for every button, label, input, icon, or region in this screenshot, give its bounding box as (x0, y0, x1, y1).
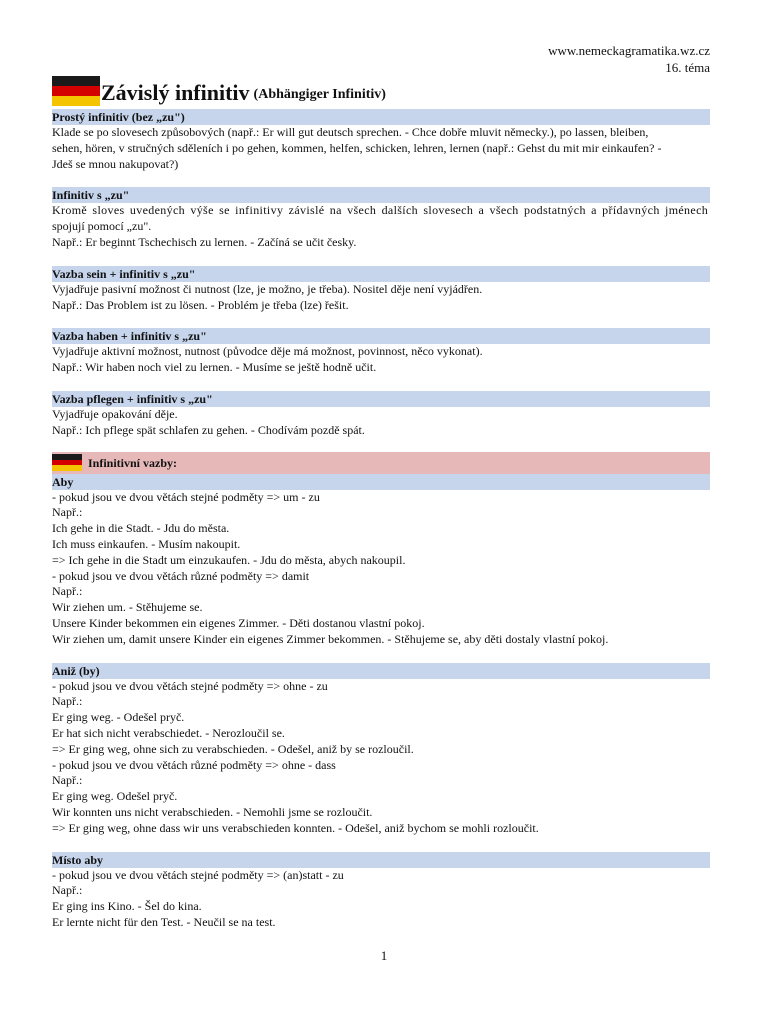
section-heading: Vazba pflegen + infinitiv s „zu" (52, 391, 710, 407)
site-url: www.nemeckagramatika.wz.cz (548, 43, 710, 58)
text-line: Er ging weg. - Odešel pryč. (52, 710, 185, 725)
text-line: Wir konnten uns nicht verabschieden. - Nemohli jsme se rozloučit. (52, 804, 373, 819)
section-heading: Infinitiv s „zu" (52, 187, 710, 203)
text-line: Ich gehe in die Stadt. - Jdu do města. (52, 521, 230, 536)
text-line: spojují pomocí „zu". (52, 219, 152, 234)
section-heading: Vazba sein + infinitiv s „zu" (52, 266, 710, 282)
page-header (548, 42, 710, 76)
text-line: Např.: Er beginnt Tschechisch zu lernen. - Začíná se učit česky. (52, 234, 357, 249)
text-line: Kromě sloves uvedených výše se infinitivy závislé na všech dalších slovesech a všech podstatných a přídavných jménech (52, 203, 709, 218)
text-line: Např.: (52, 505, 83, 520)
section-heading-infinitive-clauses (52, 452, 710, 474)
text-line: Např.: Das Problem ist zu lösen. - Problém je třeba (lze) řešit. (52, 297, 349, 312)
text-line: Unsere Kinder bekommen ein eigenes Zimmer. - Děti dostanou vlastní pokoj. (52, 615, 425, 630)
text-line: Ich muss einkaufen. - Musím nakoupit. (52, 536, 241, 551)
text-line: Vyjadřuje pasivní možnost či nutnost (lze, je možno, je třeba). Nositel děje není vyjádřen. (52, 281, 483, 296)
page-number: 1 (380, 948, 388, 963)
text-line: - pokud jsou ve dvou větách stejné podměty => um - zu (52, 489, 320, 504)
text-line: => Er ging weg, ohne dass wir uns verabschieden konnten. - Odešel, aniž bychom se mohli rozloučit. (52, 820, 539, 835)
text-line: Wir ziehen um, damit unsere Kinder ein eigenes Zimmer bekommen. - Stěhujeme se, aby děti dostaly vlastní pokoj. (52, 631, 609, 646)
german-flag-icon (52, 454, 82, 471)
text-line: Er ging ins Kino. - Šel do kina. (52, 899, 202, 914)
text-line: Např.: Ich pflege spät schlafen zu gehen. - Chodívám pozdě spát. (52, 422, 365, 437)
text-line: Er hat sich nicht verabschiedet. - Nerozloučil se. (52, 725, 285, 740)
text-line: Er ging weg. Odešel pryč. (52, 789, 178, 804)
text-line: Např.: (52, 773, 83, 788)
text-line: Klade se po slovesech způsobových (např.: Er will gut deutsch sprechen. - Chce dobře mluvit německy.), po lassen, bleiben, (52, 125, 649, 139)
text-line: - pokud jsou ve dvou větách stejné podměty => ohne - zu (52, 678, 328, 693)
text-line: sehen, hören, v stručných sděleních i po gehen, kommen, helfen, schicken, lehren, lernen (např.: Gehst du mit mir einkaufen? - (52, 140, 662, 155)
text-line: Vyjadřuje opakování děje. (52, 406, 178, 421)
text-line: Např.: (52, 883, 83, 898)
text-line: Jdeš se mnou nakupovat?) (52, 156, 179, 171)
text-line: => Ich gehe in die Stadt um einzukaufen. - Jdu do města, abych nakoupil. (52, 552, 406, 567)
section-heading: Aby (52, 474, 710, 490)
section-heading: Vazba haben + infinitiv s „zu" (52, 328, 710, 344)
section-heading: Prostý infinitiv (bez „zu") (52, 109, 710, 125)
text-line: Vyjadřuje aktivní možnost, nutnost (původce děje má možnost, povinnost, něco vykonat). (52, 344, 483, 359)
text-line: Er lernte nicht für den Test. - Neučil se na test. (52, 914, 276, 929)
document-body (52, 109, 710, 931)
german-flag-icon (52, 76, 100, 106)
page-subtitle: (Abhängiger Infinitiv) (253, 87, 386, 102)
section-heading: Aniž (by) (52, 663, 710, 679)
text-line: Wir ziehen um. - Stěhujeme se. (52, 600, 203, 615)
section-heading-label: Infinitivní vazby: (88, 455, 178, 470)
text-line: Např.: (52, 694, 83, 709)
text-line: Např.: (52, 584, 83, 599)
section-heading: Místo aby (52, 852, 710, 868)
title-row (52, 74, 386, 106)
text-line: - pokud jsou ve dvou větách různé podměty => damit (52, 568, 310, 583)
text-line: Např.: Wir haben noch viel zu lernen. - Musíme se ještě hodně učit. (52, 360, 377, 375)
text-line: => Er ging weg, ohne sich zu verabschieden. - Odešel, aniž by se rozloučil. (52, 741, 414, 756)
page-title: Závislý infinitiv (101, 80, 250, 105)
text-line: - pokud jsou ve dvou větách stejné podměty => (an)statt - zu (52, 867, 344, 882)
text-line: - pokud jsou ve dvou větách různé podměty => ohne - dass (52, 757, 336, 772)
topic-number: 16. téma (665, 60, 710, 75)
